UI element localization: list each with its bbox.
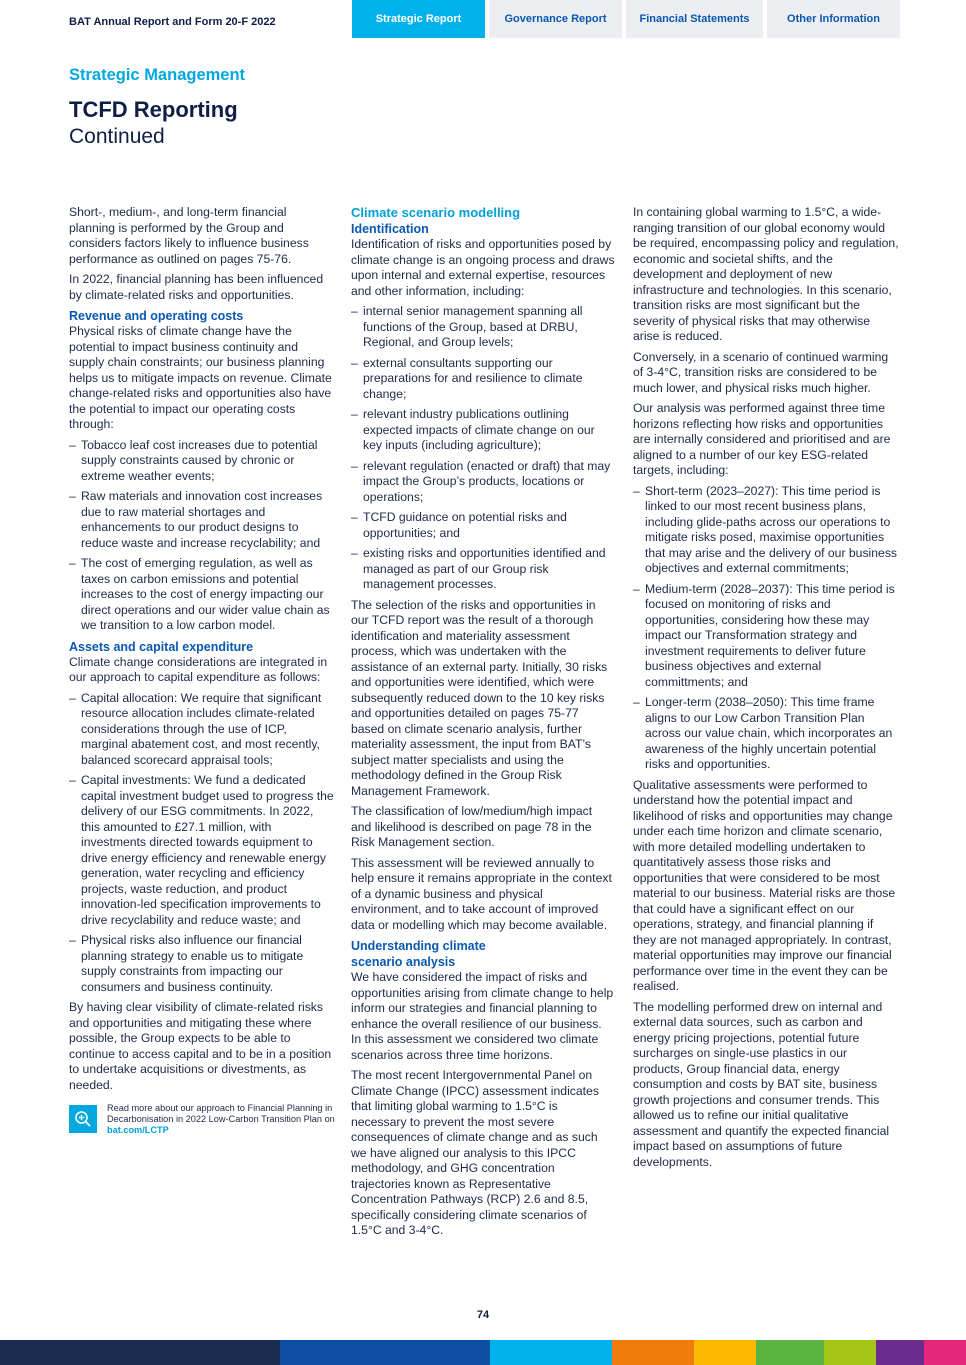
paragraph: Conversely, in a scenario of continued warming of 3-4°C, transition risks are considered to be much lower, and physical risks much higher. bbox=[633, 349, 889, 395]
identification-list bbox=[351, 304, 615, 593]
color-segment bbox=[756, 1340, 824, 1365]
heading-understanding-climate-scenario-analysis bbox=[351, 938, 615, 970]
paragraph: We have considered the impact of risks and opportunities arising from climate change to help inform our strategies and financial planning to enhance the overall resilience of our business. In this assessment we considered two climate scenarios across three time horizons. bbox=[351, 970, 614, 1062]
column-3 bbox=[633, 205, 899, 1175]
lctp-link[interactable]: bat.com/LCTP bbox=[107, 1125, 169, 1135]
heading-assets-capital-expenditure: Assets and capital expenditure bbox=[69, 639, 254, 654]
tab-strategic-report[interactable]: Strategic Report bbox=[352, 0, 485, 38]
time-horizon-list bbox=[633, 484, 899, 773]
list-item: – external consultants supporting our preparations for and resilience to climate change; bbox=[351, 356, 615, 403]
heading-identification: Identification bbox=[351, 222, 429, 236]
paragraph: Climate change considerations are integrated in our approach to capital expenditure as follows: bbox=[69, 654, 328, 684]
paragraph: The most recent Intergovernmental Panel on Climate Change (IPCC) assessment indicates that limiting global warming to 1.5°C is necessary to prevent the most severe consequences of climate change and as such we have aligned our analysis to this IPCC methodology, and GHG concentration trajectories known as Representative Concentration Pathways (RCP) 2.6 and 8.5, specifically considering climate scenarios of 1.5°C and 3-4°C. bbox=[351, 1068, 599, 1237]
page-title: TCFD Reporting bbox=[69, 97, 238, 122]
paragraph: In 2022, financial planning has been influenced by climate-related risks and opportunities. bbox=[69, 272, 324, 302]
heading-line: Understanding climate bbox=[351, 939, 486, 953]
list-item: – Capital allocation: We require that significant resource allocation includes climate-related considerations through the use of ICP, marginal abatement cost, and most recently, balanced scorecard appraisal tools; bbox=[69, 691, 335, 769]
list-item: – The cost of emerging regulation, as well as taxes on carbon emissions and potential increases to the cost of energy impacting our direct operations and our wider value chain as we transition to a low carbon model. bbox=[69, 556, 335, 634]
column-1 bbox=[69, 205, 335, 1136]
footer-color-bar bbox=[0, 1340, 966, 1365]
page-number: 74 bbox=[476, 1309, 490, 1321]
heading-climate-scenario-modelling: Climate scenario modelling bbox=[351, 205, 521, 220]
color-segment bbox=[612, 1340, 694, 1365]
column-2 bbox=[351, 205, 615, 1244]
list-item: – Longer-term (2038–2050): This time frame aligns to our Low Carbon Transition Plan across our value chain, which incorporates an awareness of the highly uncertain potential risks and opportunities. bbox=[633, 695, 899, 773]
list-item: – Raw materials and innovation cost increases due to raw material shortages and enhancements to our product designs to reduce waste and increase recyclability; and bbox=[69, 489, 335, 551]
color-segment bbox=[280, 1340, 490, 1365]
paragraph: Short-, medium-, and long-term financial planning is performed by the Group and considers factors likely to influence business performance as outlined on pages 75-76. bbox=[69, 205, 309, 266]
list-item: – relevant regulation (enacted or draft) that may impact the Group’s products, locations or operations; bbox=[351, 459, 615, 506]
zoom-in-icon bbox=[69, 1105, 97, 1133]
paragraph: Our analysis was performed against three time horizons reflecting how risks and opportunities are internally considered and prioritised and are aligned to a number of our key ESG-related targets, including: bbox=[633, 401, 891, 477]
paragraph: Physical risks of climate change have the potential to impact business continuity and supply chain constraints; our business planning helps us to mitigate impacts on revenue. Climate change-related risks and opportunities also have the potential to impact our operating costs through: bbox=[69, 324, 332, 431]
tab-other-information[interactable]: Other Information bbox=[767, 0, 900, 38]
paragraph: The selection of the risks and opportunities in our TCFD report was the result of a thorough identification and materiality assessment process, which was undertaken with the assistance of an external party. Initially, 30 risks and opportunities were identified, which were subsequently reduced down to the 10 key risks and opportunities detailed on pages 75-77 based on climate scenario analysis, further materiality assessment, the input from BAT’s subject matter specialists and using the methodology defined in the Group Risk Management Framework. bbox=[351, 597, 608, 798]
paragraph: The classification of low/medium/high impact and likelihood is described on page 78 in the Risk Management section. bbox=[351, 804, 593, 849]
color-segment bbox=[0, 1340, 280, 1365]
color-segment bbox=[876, 1340, 924, 1365]
page-subtitle: Continued bbox=[69, 125, 165, 148]
tab-governance-report[interactable]: Governance Report bbox=[489, 0, 622, 38]
list-item: – Physical risks also influence our financial planning strategy to enable us to mitigate supply constraints from impacting our consumers and business continuity. bbox=[69, 933, 335, 995]
cost-list bbox=[69, 438, 335, 634]
paragraph: In containing global warming to 1.5°C, a wide-ranging transition of our global economy would be required, encompassing policy and regulation, economic and societal shifts, and the development and deployment of new infrastructure and technologies. In this scenario, transition risks are most significant but the severity of physical risks that may otherwise arise is reduced. bbox=[633, 205, 899, 343]
list-item: – Capital investments: We fund a dedicated capital investment budget used to progress the delivery of our ESG commitments. In 2022, this amounted to £27.1 million, with investments directed towards equipment to drive energy efficiency and renewable energy generation, water recycling and efficiency projects, waste reduction, and product innovation-led specification improvements to drive recyclability and reduce waste; and bbox=[69, 773, 335, 928]
capital-list bbox=[69, 691, 335, 996]
list-item: – relevant industry publications outlining expected impacts of climate change on our key inputs (including agriculture); bbox=[351, 407, 615, 454]
paragraph: Identification of risks and opportunities posed by climate change is an ongoing process and draws upon internal and external expertise, resources and other information, including: bbox=[351, 237, 615, 298]
read-more-callout bbox=[69, 1103, 335, 1136]
heading-revenue-operating-costs: Revenue and operating costs bbox=[69, 309, 244, 323]
paragraph: By having clear visibility of climate-related risks and opportunities and mitigating these where possible, the Group expects to be able to continue to access capital and to be in a position to undertake acquisitions or divestments, as needed. bbox=[69, 1000, 332, 1092]
list-item: – internal senior management spanning all functions of the Group, based at DRBU, Regional, and Group levels; bbox=[351, 304, 615, 351]
section-tabs bbox=[352, 0, 900, 38]
paragraph: This assessment will be reviewed annually to help ensure it remains appropriate in the context of a dynamic business and physical environment, and to take account of improved data or modelling which may become available. bbox=[351, 855, 612, 932]
color-segment bbox=[824, 1340, 876, 1365]
color-segment bbox=[490, 1340, 612, 1365]
callout-body: Read more about our approach to Financial Planning in Decarbonisation in 2022 Low-Carbon Transition Plan on bbox=[107, 1103, 335, 1124]
paragraph: The modelling performed drew on internal and external data sources, such as carbon and energy pricing projections, potential future surcharges on single-use plastics in our products, Group financial data, energy consumption and costs by BAT site, business growth projections and consumer trends. This allowed us to refine our initial qualitative assessment and quantify the expected financial impact based on assumptions of future developments. bbox=[633, 999, 890, 1169]
callout-text bbox=[107, 1103, 335, 1136]
tab-financial-statements[interactable]: Financial Statements bbox=[626, 0, 763, 38]
list-item: – Short-term (2023–2027): This time period is linked to our most recent business plans, including glide-paths across our operations to mitigate risks posed, maximise opportunities that may arise and the delivery of our business objectives and external commitments; bbox=[633, 484, 899, 577]
report-title: BAT Annual Report and Form 20-F 2022 bbox=[69, 16, 276, 28]
section-label: Strategic Management bbox=[69, 66, 246, 84]
list-item: – Tobacco leaf cost increases due to potential supply constraints caused by chronic or extreme weather events; bbox=[69, 438, 335, 485]
color-segment bbox=[924, 1340, 966, 1365]
list-item: – Medium-term (2028–2037): This time period is focused on monitoring of risks and opportunities, considering how these may impact our Transformation strategy and investment requirements to deliver future business objectives and external committments; and bbox=[633, 582, 899, 691]
paragraph: Qualitative assessments were performed to understand how the potential impact and likelihood of risks and opportunities may change under each time horizon and climate scenario, with more detailed modelling undertaken to quantitatively assess those risks and opportunities that were considered to be most material to our business. Material risks are those that could have a significant effect on our operations, strategy, and financial planning if they are not managed appropriately. In contrast, material opportunities may improve our financial performance over time in the event they can be realised. bbox=[633, 777, 896, 993]
list-item: – existing risks and opportunities identified and managed as part of our Group risk management processes. bbox=[351, 546, 615, 593]
list-item: – TCFD guidance on potential risks and opportunities; and bbox=[351, 510, 615, 541]
heading-line: scenario analysis bbox=[351, 955, 456, 969]
color-segment bbox=[694, 1340, 756, 1365]
